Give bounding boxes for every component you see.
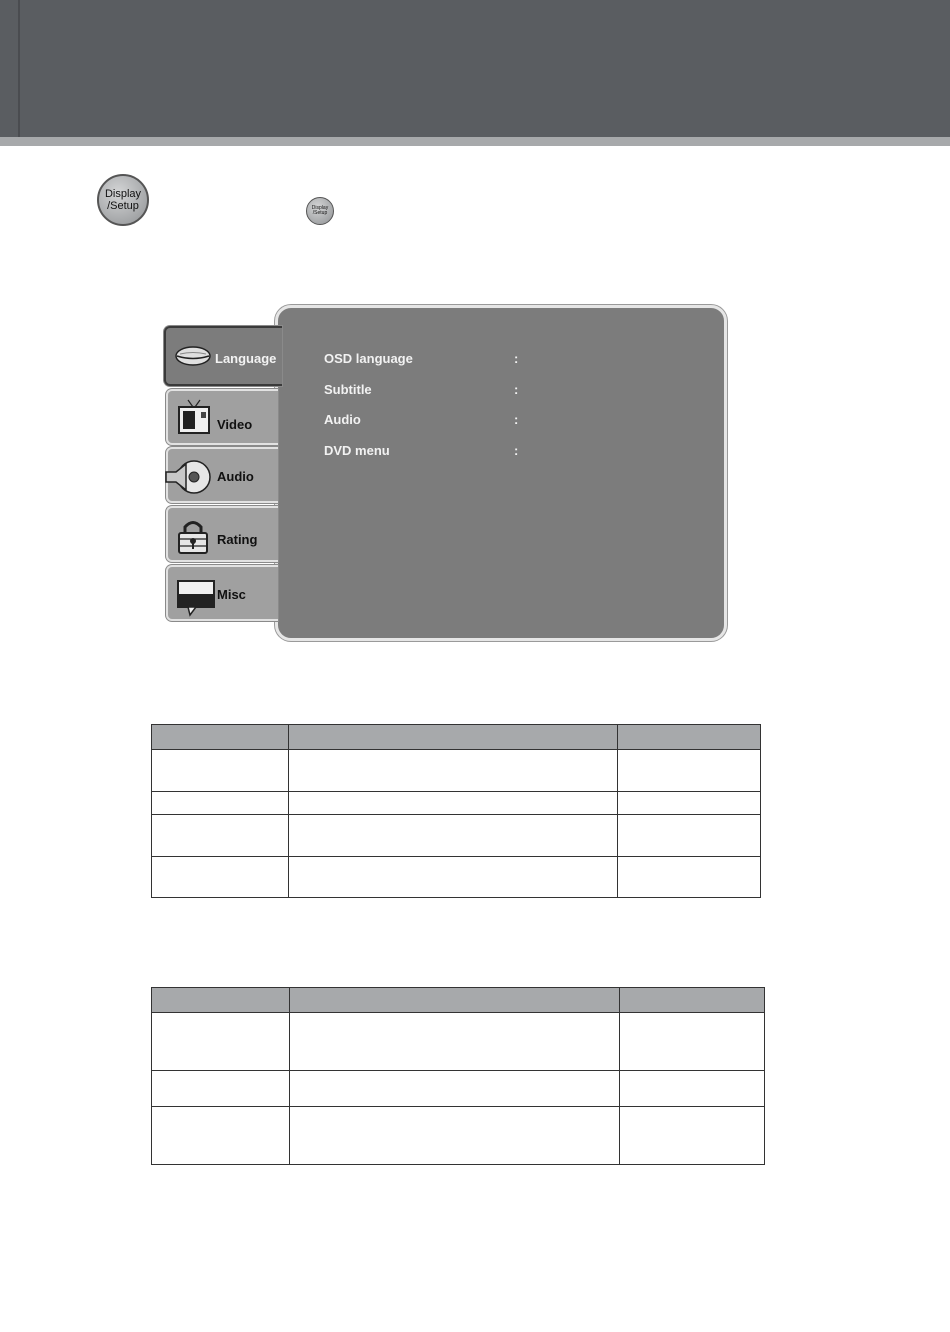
table-header-row <box>152 988 765 1013</box>
table-header-cell <box>288 725 617 750</box>
table-cell <box>620 1071 765 1107</box>
speaker-disc-icon <box>164 456 214 498</box>
header-stripe <box>0 137 950 146</box>
table-cell <box>618 750 761 792</box>
table-cell <box>288 815 617 857</box>
table-row <box>152 792 761 815</box>
tab-video-label: Video <box>217 417 253 432</box>
table-row <box>152 815 761 857</box>
osd-row-audio[interactable]: Audio <box>324 412 361 427</box>
lips-icon <box>174 345 212 367</box>
osd-row-subtitle-colon: : <box>514 382 519 397</box>
table-cell <box>289 1107 619 1165</box>
table-header-cell <box>152 988 290 1013</box>
table-cell <box>152 1107 290 1165</box>
header-band <box>0 0 950 137</box>
table-row <box>152 1071 765 1107</box>
table-cell <box>152 857 289 898</box>
display-setup-small-line1: Display <box>311 204 329 211</box>
osd-row-audio-colon: : <box>514 412 519 427</box>
osd-row-osd-language-colon: : <box>514 351 519 366</box>
osd-row-osd-language[interactable]: OSD language <box>324 351 413 366</box>
header-edge-line <box>18 0 20 137</box>
tab-misc[interactable] <box>166 565 278 621</box>
table-cell <box>289 1013 619 1071</box>
table-header-cell <box>620 988 765 1013</box>
tab-language[interactable] <box>164 326 282 386</box>
tab-misc-label: Misc <box>217 587 246 602</box>
osd-row-dvd-menu-colon: : <box>514 443 519 458</box>
table-cell <box>289 1071 619 1107</box>
table-cell <box>152 1013 290 1071</box>
osd-row-dvd-menu[interactable]: DVD menu <box>324 443 390 458</box>
table-cell <box>618 857 761 898</box>
tab-rating[interactable] <box>166 506 278 562</box>
table-cell <box>618 815 761 857</box>
table-cell <box>620 1107 765 1165</box>
table-row <box>152 750 761 792</box>
tab-audio-label: Audio <box>217 469 254 484</box>
tab-audio[interactable] <box>166 447 278 503</box>
osd-setup-menu <box>164 305 729 642</box>
table-header-cell <box>152 725 289 750</box>
padlock-icon <box>176 516 210 556</box>
tab-video[interactable] <box>166 389 278 445</box>
display-setup-button-large <box>97 174 149 226</box>
table-cell <box>618 792 761 815</box>
table-header-row <box>152 725 761 750</box>
table-cell <box>620 1013 765 1071</box>
table-cell <box>152 792 289 815</box>
tab-language-label: Language <box>215 351 277 366</box>
display-setup-label-line1: Display <box>104 187 142 200</box>
display-setup-small-line2: /Setup <box>312 210 328 216</box>
table-cell <box>288 750 617 792</box>
display-setup-button-small <box>306 197 334 225</box>
settings-table-2 <box>151 987 765 1165</box>
settings-table-1 <box>151 724 761 898</box>
table-cell <box>288 857 617 898</box>
table-header-cell <box>289 988 619 1013</box>
monitor-icon <box>176 578 216 618</box>
table-row <box>152 857 761 898</box>
display-setup-label-line2: /Setup <box>107 200 139 212</box>
osd-row-subtitle[interactable]: Subtitle <box>324 382 372 397</box>
tv-icon <box>176 398 212 438</box>
table-cell <box>288 792 617 815</box>
table-header-cell <box>618 725 761 750</box>
table-row <box>152 1107 765 1165</box>
table-row <box>152 1013 765 1071</box>
table-cell <box>152 1071 290 1107</box>
tab-rating-label: Rating <box>217 532 258 547</box>
table-cell <box>152 815 289 857</box>
table-cell <box>152 750 289 792</box>
